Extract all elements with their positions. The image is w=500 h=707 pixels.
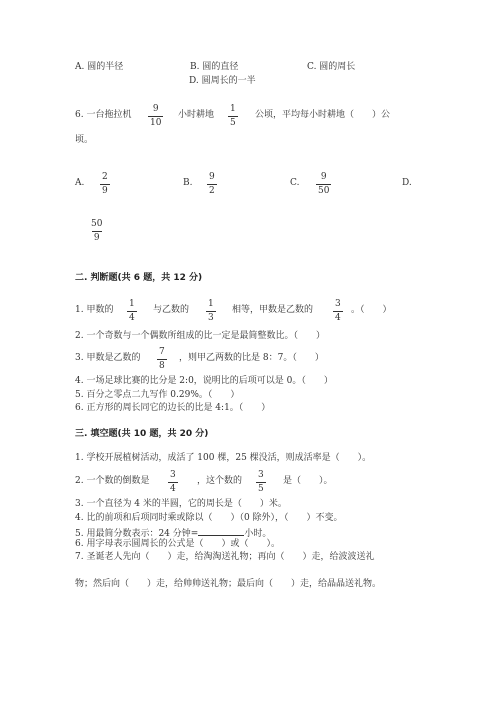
- option-d: D.: [402, 178, 412, 188]
- denominator: 10: [150, 118, 162, 128]
- question-6-text: 小时耕地: [178, 110, 215, 120]
- fraction: [228, 104, 238, 129]
- question-6-text: 顷。: [75, 135, 94, 145]
- numerator: 9: [152, 104, 159, 114]
- judge-question-1: 与乙数的: [153, 305, 190, 315]
- numerator: 9: [320, 172, 327, 182]
- denominator: 5: [230, 118, 236, 128]
- judge-question-5: 5. 百分之零点二九写作 0.29%。（ ）: [75, 390, 240, 400]
- numerator: 50: [91, 219, 103, 229]
- numerator: 3: [258, 470, 264, 480]
- numerator: 2: [102, 172, 108, 182]
- numerator: 1: [129, 299, 135, 309]
- denominator: 4: [335, 313, 341, 323]
- numerator: 9: [209, 172, 215, 182]
- fill-question-2: 2. 一个数的倒数是: [75, 476, 150, 486]
- denominator: 5: [258, 484, 264, 494]
- fill-question-5-text: 5. 用最简分数表示：24 分钟=: [75, 529, 199, 539]
- fill-question-1: 1. 学校开展植树活动，成活了 100 棵，25 棵没活，则成活率是（ ）。: [75, 453, 372, 463]
- judge-question-4: 4. 一场足球比赛的比分是 2:0，说明比的后项可以是 0。（ ）: [75, 376, 333, 386]
- fill-question-2: 是（ ）。: [283, 476, 333, 486]
- option-b: B.: [183, 178, 193, 188]
- denominator: 4: [129, 313, 135, 323]
- fraction: [157, 347, 167, 372]
- fraction: [256, 470, 266, 495]
- question-6-text: 6. 一台拖拉机: [75, 110, 132, 120]
- judge-question-6: 6. 正方形的周长同它的边长的比是 4:1。（ ）: [75, 403, 271, 413]
- numerator: 3: [170, 470, 176, 480]
- section-title: 二. 判断题(共 6 题，共 12 分): [75, 273, 203, 283]
- fill-question-7: 物；然后向（ ）走，给帅帅送礼物；最后向（ ）走，给晶晶送礼物。: [75, 579, 382, 589]
- option-c: C.: [290, 178, 300, 188]
- judge-question-1: 相等，甲数是乙数的: [232, 305, 314, 315]
- denominator: 2: [209, 186, 215, 196]
- denominator: 9: [93, 233, 100, 243]
- fraction: [206, 299, 216, 324]
- section-title: 三. 填空题(共 10 题，共 20 分): [75, 429, 209, 439]
- numerator: 1: [208, 299, 214, 309]
- fraction: [333, 299, 343, 324]
- fraction: [127, 299, 137, 324]
- fill-question-7: 7. 圣诞老人先向（ ）走，给淘淘送礼物；再向（ ）走，给波波送礼: [75, 552, 375, 562]
- denominator: 9: [102, 186, 108, 196]
- fill-question-4: 4. 比的前项和后项同时乘或除以（ ）（0 除外），（ ）不变。: [75, 513, 343, 523]
- fill-question-3: 3. 一个直径为 4 米的半圆，它的周长是（ ）米。: [75, 499, 287, 509]
- judge-question-3: 3. 甲数是乙数的: [75, 353, 141, 363]
- denominator: 8: [159, 361, 165, 371]
- judge-question-3: ，则甲乙两数的比是 8：7。（ ）: [179, 353, 324, 363]
- fill-question-5: [75, 526, 271, 540]
- denominator: 3: [208, 313, 214, 323]
- answer-blank: [198, 526, 244, 536]
- fraction: [168, 470, 178, 495]
- fraction: [100, 172, 110, 197]
- judge-question-1: 。（ ）: [351, 305, 392, 315]
- fill-question-6: 6. 用字母表示圆周长的公式是（ ）或（ ）。: [75, 539, 280, 549]
- denominator: 50: [318, 186, 330, 196]
- option-c: C. 圆的周长: [307, 62, 356, 72]
- fill-question-5-text: 小时。: [244, 529, 272, 539]
- question-6-text: 公顷，平均每小时耕地（ ）公: [255, 110, 391, 120]
- denominator: 4: [170, 484, 176, 494]
- fraction: [148, 104, 163, 129]
- fraction: [316, 172, 331, 197]
- numerator: 3: [335, 299, 341, 309]
- numerator: 7: [159, 347, 165, 357]
- judge-question-2: 2. 一个奇数与一个偶数所组成的比一定是最简整数比。（ ）: [75, 331, 325, 341]
- option-a: A.: [75, 178, 85, 188]
- fill-question-2: ，这个数的: [197, 476, 243, 486]
- option-a: A. 圆的半径: [75, 62, 124, 72]
- numerator: 1: [230, 104, 236, 114]
- option-b: B. 圆的直径: [190, 62, 239, 72]
- option-d: D. 圆周长的一半: [189, 76, 256, 86]
- fraction: [89, 219, 104, 244]
- fraction: [207, 172, 217, 197]
- judge-question-1: 1. 甲数的: [75, 305, 114, 315]
